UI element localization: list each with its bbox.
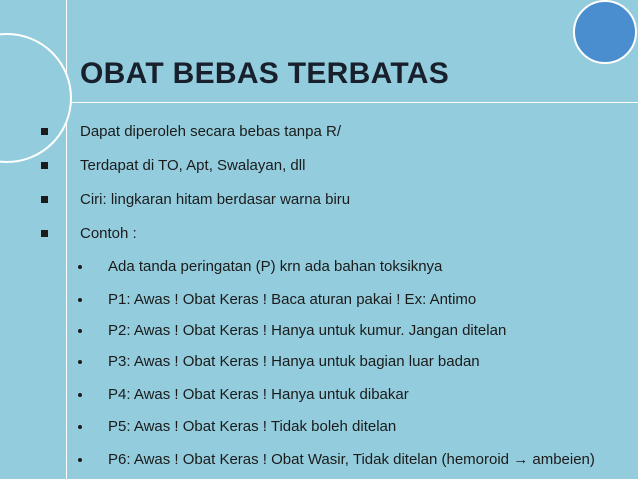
- bullet-text: Contoh :: [80, 225, 137, 242]
- square-bullet-icon: [41, 230, 48, 237]
- slide-title: OBAT BEBAS TERBATAS: [80, 57, 450, 90]
- round-bullet-icon: [78, 329, 82, 333]
- sub-bullet-text: P6: Awas ! Obat Keras ! Obat Wasir, Tidak ditelan (hemoroid → ambeien): [108, 451, 595, 468]
- bullet-text: Dapat diperoleh secara bebas tanpa R/: [80, 123, 342, 140]
- round-bullet-icon: [78, 425, 82, 429]
- sub-bullet-text: P3: Awas ! Obat Keras ! Hanya untuk bagian luar badan: [108, 353, 480, 370]
- sub-bullet-text: P5: Awas ! Obat Keras ! Tidak boleh ditelan: [108, 418, 397, 435]
- round-bullet-icon: [78, 265, 82, 269]
- round-bullet-icon: [78, 298, 82, 302]
- square-bullet-icon: [41, 162, 48, 169]
- round-bullet-icon: [78, 393, 82, 397]
- round-bullet-icon: [78, 458, 82, 462]
- round-bullet-icon: [78, 360, 82, 364]
- sub-bullet-text: P2: Awas ! Obat Keras ! Hanya untuk kumur. Jangan ditelan: [108, 322, 507, 339]
- sub-bullet-text: P4: Awas ! Obat Keras ! Hanya untuk dibakar: [108, 386, 409, 403]
- square-bullet-icon: [41, 196, 48, 203]
- sub-bullet-text: Ada tanda peringatan (P) krn ada bahan toksiknya: [108, 258, 443, 275]
- square-bullet-icon: [41, 128, 48, 135]
- sub-bullet-text: P1: Awas ! Obat Keras ! Baca aturan pakai ! Ex: Antimo: [108, 291, 477, 308]
- bullet-text: Terdapat di TO, Apt, Swalayan, dll: [80, 157, 306, 174]
- decorative-circle-small: [573, 0, 637, 64]
- bullet-text: Ciri: lingkaran hitam berdasar warna biru: [80, 191, 351, 208]
